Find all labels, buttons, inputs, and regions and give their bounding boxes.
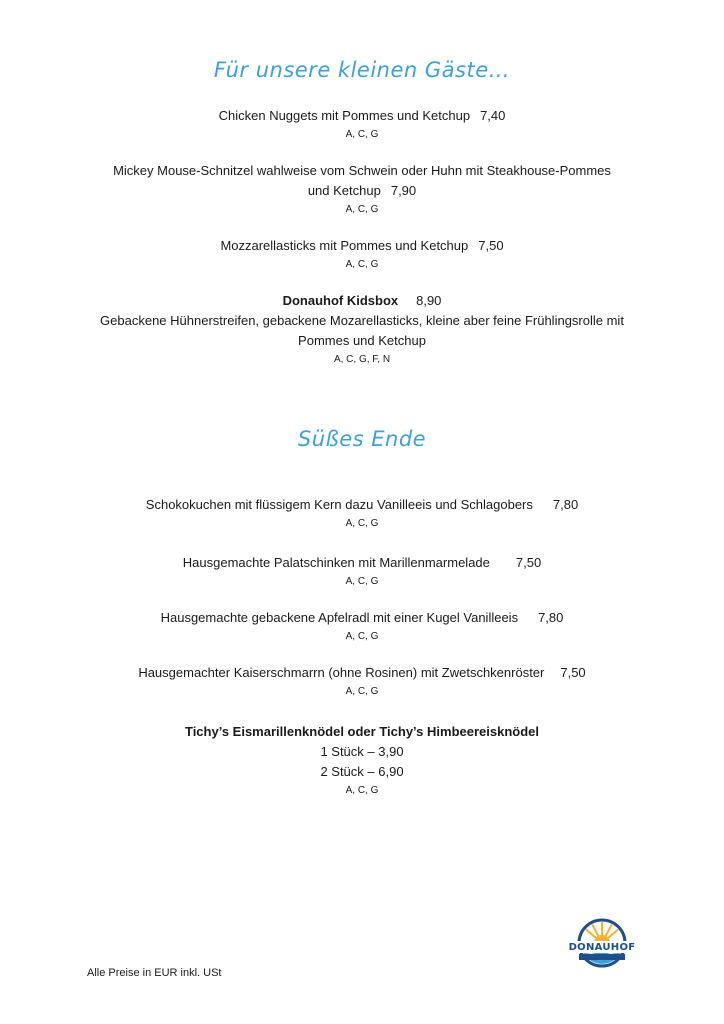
- menu-item-name: Hausgemachte Palatschinken mit Marillenmarmelade 7,50: [182, 555, 542, 570]
- menu-item-allergens: A, C, G: [345, 576, 379, 587]
- knoedel-title: Tichy’s Eismarillenknödel oder Tichy’s Himbeereisknödel: [184, 724, 540, 739]
- menu-item-price: 7,50: [515, 555, 542, 570]
- menu-item-allergens: A, C, G: [345, 129, 379, 140]
- desserts-heading: Süßes Ende: [297, 427, 427, 451]
- menu-item-price: 7,90: [390, 183, 417, 198]
- knoedel-option-1: 1 Stück – 3,90: [320, 744, 404, 759]
- menu-item-allergens: A, C, G: [345, 259, 379, 270]
- kidsbox-description: Pommes und Ketchup: [298, 333, 426, 348]
- menu-item-allergens: A, C, G: [345, 204, 379, 215]
- kidsbox-title-line: [0, 293, 724, 309]
- kidsbox-title: Donauhof Kidsbox: [282, 293, 399, 308]
- menu-item-price: 7,80: [552, 497, 579, 512]
- price-note: Alle Preise in EUR inkl. USt: [87, 967, 222, 979]
- knoedel-option-2: 2 Stück – 6,90: [320, 764, 404, 779]
- logo-text: DONAUHOF: [568, 942, 636, 953]
- menu-item-allergens: A, C, G: [345, 631, 379, 642]
- menu-item-name: Hausgemachter Kaiserschmarrn (ohne Rosinen) mit Zwetschkenröster 7,50: [138, 665, 586, 680]
- menu-item-price: 7,40: [480, 108, 506, 123]
- menu-item-name: Chicken Nuggets mit Pommes und Ketchup 7,40: [218, 108, 506, 123]
- kidsbox-description: Gebackene Hühnerstreifen, gebackene Mozarellasticks, kleine aber feine Frühlingsrolle mit: [100, 313, 624, 328]
- menu-item-name: und Ketchup 7,90: [307, 183, 417, 198]
- knoedel-allergens: A, C, G: [345, 785, 379, 796]
- menu-item-allergens: A, C, G: [345, 518, 379, 529]
- kidsbox-price: 8,90: [416, 293, 442, 308]
- menu-item-name: Hausgemachte gebackene Apfelradl mit einer Kugel Vanilleeis 7,80: [160, 610, 564, 625]
- menu-item-name: Schokokuchen mit flüssigem Kern dazu Vanilleeis und Schlagobers 7,80: [145, 497, 579, 512]
- menu-item-allergens: A, C, G: [345, 686, 379, 697]
- kidsbox-allergens: A, C, G, F, N: [333, 354, 391, 365]
- menu-item-name: Mickey Mouse-Schnitzel wahlweise vom Schwein oder Huhn mit Steakhouse-Pommes: [113, 163, 611, 178]
- menu-item-price: 7,80: [538, 610, 564, 625]
- menu-item-price: 7,50: [478, 238, 504, 253]
- menu-item-price: 7,50: [560, 665, 586, 680]
- donauhof-logo: [567, 917, 637, 975]
- kids-heading: Für unsere kleinen Gäste…: [213, 58, 511, 82]
- menu-item-name: Mozzarellasticks mit Pommes und Ketchup 7,50: [220, 238, 504, 253]
